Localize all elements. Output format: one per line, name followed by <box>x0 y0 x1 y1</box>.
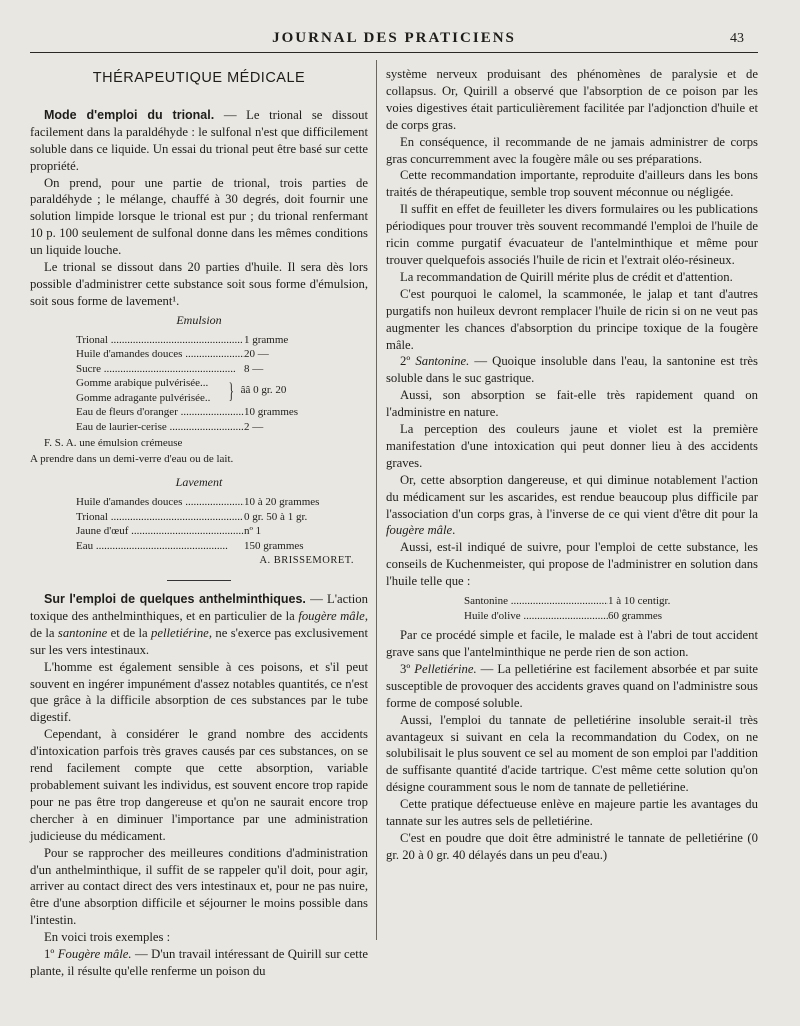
right-paragraph-5: La recommandation de Quirill mérite plus de crédit et d'attention. <box>400 269 733 284</box>
quantity: 60 grammes <box>608 609 663 622</box>
recipe-row <box>76 333 368 348</box>
anthel-paragraph-6 <box>30 946 368 980</box>
recipe-row <box>76 362 368 377</box>
quantity: 20 — <box>244 348 269 361</box>
quantity: 150 grammes <box>244 539 304 552</box>
right-paragraph-15: Cette pratique défectueuse enlève en majeure partie les avantages du tannate sur les autres sels de pelletiérine. <box>386 797 758 829</box>
page-number: 43 <box>730 31 744 46</box>
right-paragraph-2: En conséquence, il recommande de ne jamais administrer de corps gras concurremment avec la fougère mâle ou ses préparations. <box>386 134 758 166</box>
ingredient: Gomme arabique pulvérisée... <box>76 377 209 390</box>
anthel-heading: Sur l'emploi de quelques anthelminthiques. <box>44 592 306 606</box>
section-title: THÉRAPEUTIQUE MÉDICALE <box>92 70 306 86</box>
anthel-paragraph-5: En voici trois exemples : <box>44 930 171 945</box>
quantity: nº 1 <box>244 525 262 538</box>
author-signature: A. BRISSEMORET. <box>259 555 354 567</box>
right-paragraph-9: La perception des couleurs jaune et violet est la première manifestation d'une intoxication qui peut donner lieu à des accidents graves. <box>386 422 758 470</box>
brace-icon: } <box>228 377 234 403</box>
ingredient: Huile d'amandes douces ..... <box>76 495 244 510</box>
right-paragraph-16: C'est en poudre que doit être administré le tannate de pelletiérine (0 gr. 20 à 0 gr. 40 délayés dans un peu d'eau.) <box>386 830 758 862</box>
item-text: — Quoique insoluble dans l'eau, la santonine est très soluble dans le suc gastrique. <box>386 354 758 386</box>
right-paragraph-12: Par ce procédé simple et facile, le malade est à l'abri de tout accident grave sans que l'antelminthique ne perde rien de son action. <box>386 628 758 659</box>
quantity: 0 gr. 50 à 1 gr. <box>244 510 308 523</box>
quantity: 10 à 20 grammes <box>244 496 320 509</box>
journal-title: JOURNAL DES PRATICIENS <box>272 30 516 46</box>
item-title: Santonine. <box>415 354 470 369</box>
trional-p1-text: — Le trional se dissout facilement dans la paraldéhyde : le sulfonal n'est que difficilement soluble dans ce liquide. Un essai du trional peut être basé sur cette propriété. <box>30 107 368 173</box>
item-text: — La pelletiérine est facilement absorbée et par suite susceptible de provoquer des accidents graves quand on l'administre sous forme de composé soluble. <box>386 661 758 710</box>
quantity: 2 — <box>244 420 264 433</box>
item-number: 1º <box>44 947 58 962</box>
recipe-row <box>76 539 368 554</box>
item-title: Pelletiérine. <box>414 661 477 676</box>
ingredient: Gomme adragante pulvérisée.. <box>76 391 211 404</box>
item-number: 3º <box>400 661 415 676</box>
quantity: 1 à 10 centigr. <box>608 595 671 608</box>
right-column <box>386 66 758 864</box>
right-paragraph-10 <box>386 472 758 540</box>
lavement-recipe <box>76 495 368 553</box>
anthel-p1-fougere: fougère mâle <box>298 608 365 623</box>
trional-paragraph-3: Le trional se dissout dans 20 parties d'huile. Il sera dès lors possible d'administrer cette substance soit sous forme d'émulsion, soit sous forme de lavement¹. <box>30 260 368 308</box>
right-paragraph-6: C'est pourquoi le calomel, la scammonée, le jalap et tant d'autres purgatifs non huileux devront remplacer l'huile de ricin si on ne veut pas augmenter les chances d'absorption du principe toxique de la fougère mâle. <box>386 286 758 352</box>
anthel-p1-text: , ne s'exerce pas exclusivement sur les vers intestinaux. <box>30 625 368 657</box>
anthel-paragraph-1 <box>30 591 368 659</box>
santonine-formula <box>464 594 758 623</box>
anthel-paragraph-2: L'homme est également sensible à ces poisons, et s'il peut souvent en ingérer impunément d'assez notables quantités, ce n'est que grâce à la difficile absorption de ces substances par le tube digestif. <box>30 659 368 725</box>
paragraph-italic: fougère mâle <box>386 523 453 538</box>
ingredient: Eau de fleurs d'oranger ..... <box>76 405 244 420</box>
recipe-row <box>76 524 368 539</box>
right-paragraph-13 <box>386 661 758 712</box>
ingredient: Trional ..... <box>76 510 244 525</box>
trional-paragraph-2: On prend, pour une partie de trional, trois parties de paraldéhyde ; le mélange, chauffé à 30 degrés, doit fournir une solution limpide lorsque le trional est pur ; du trional renfermant 10 p. 100 seulement de sulfonal donne dans les mêmes conditions un liquide louche. <box>30 175 368 258</box>
right-paragraph-3: Cette recommandation importante, reproduite d'ailleurs dans les bons traités de thérapeutique, semble trop souvent méconnue ou négligée. <box>386 168 758 200</box>
recipe-row <box>76 347 368 362</box>
anthel-p1-text: — L'action toxique des anthelminthiques, et en particulier de la <box>30 592 368 623</box>
recipe-row <box>76 405 368 420</box>
brace-ingredients <box>76 376 226 405</box>
trional-heading: Mode d'emploi du trional. <box>44 107 215 122</box>
ingredient: Sucre ..... <box>76 362 244 377</box>
emulsion-title: Emulsion <box>176 312 222 327</box>
ingredient: Jaune d'œuf ..... <box>76 524 244 539</box>
quantity: 1 gramme <box>244 333 289 346</box>
column-divider <box>376 60 377 940</box>
right-paragraph-8: Aussi, son absorption se fait-elle très rapidement quand on l'administre en nature. <box>386 388 758 420</box>
anthel-p1-pelletierine: pelletiérine <box>151 625 209 640</box>
lavement-title: Lavement <box>175 475 223 490</box>
item-title: Fougère mâle. <box>57 947 132 962</box>
section-separator <box>167 580 231 581</box>
ingredient: Santonine ..... <box>464 594 608 609</box>
emulsion-recipe <box>76 333 368 435</box>
ingredient: Trional ..... <box>76 333 244 348</box>
quantity: ââ 0 gr. 20 <box>240 384 287 397</box>
anthel-p1-text: , de la <box>30 608 368 640</box>
right-paragraph-11: Aussi, est-il indiqué de suivre, pour l'emploi de cette substance, les conseils de Kuchenmeister, qui propose de l'administrer en solution dans l'huile telle que : <box>386 540 758 589</box>
recipe-row <box>76 510 368 525</box>
right-paragraph-14: Aussi, l'emploi du tannate de pelletiérine insoluble serait-il très avantageux si suivant en cela la recommandation du Codex, on ne solubilisait le plus souvent ce sel au moment de son emploi par l'addition de suffisante quantité d'acide tartrique. C'est même cette solution qu'on désigne couramment sous le nom de tannate de pelletiérine. <box>386 712 758 795</box>
paragraph-text: Or, cette absorption dangereuse, et qui diminue notablement l'action du médicament sur les ascarides, est rendue beaucoup plus difficile par l'association d'un corps gras, à l'inverse de ce qui vient d'être dit pour la <box>386 472 758 521</box>
right-paragraph-7 <box>386 353 758 387</box>
recipe-brace-row <box>76 376 368 405</box>
quantity: 8 — <box>244 362 264 375</box>
trional-paragraph-1 <box>30 107 368 175</box>
item-number: 2º <box>400 354 416 369</box>
anthel-paragraph-4: Pour se rapprocher des meilleures conditions d'administration d'un anthelminthique, il suffit de se rappeler qu'il doit, pour agir, arriver au contact direct des vers intestinaux et, pour ne pas nuire, être d'une absorption difficile et séjourner le moins possible dans l'intestin. <box>30 845 368 928</box>
anthel-p1-text: et de la <box>107 625 152 640</box>
running-header <box>30 28 758 53</box>
paragraph-text: . <box>452 523 456 538</box>
anthel-paragraph-3: Cependant, à considérer le grand nombre des accidents d'intoxication parfois très graves causés par ces substances, on se rend facilement compte que cette absorption, variable probablement suivant les individus, est souvent encore trop rapide pour ne pas être trop dangereuse et qu'on ne saurait encore trop chercher à en diminuer l'importance par une administration judicieuse du médicament. <box>30 727 368 843</box>
item-text: — D'un travail intéressant de Quirill sur cette plante, il résulte qu'elle renferme un poison du <box>30 947 368 978</box>
right-paragraph-4: Il suffit en effet de feuilleter les divers formulaires ou les publications périodiques pour trouver très souvent recommandé l'emploi de l'huile de ricin comme purgatif évacuateur de l'antelminthique et même pour trouver quelquefois associés l'huile de ricin et l'extrait oléo-résineux. <box>386 202 758 267</box>
ingredient: Huile d'olive ..... <box>464 609 608 624</box>
right-paragraph-1: système nerveux produisant des phénomènes de paralysie et de collapsus. Or, Quirill a observé que l'absorption de ce poison par les voies digestives était particulièrement facilitée par l'adjonction d'huile et de corps gras. <box>386 67 758 132</box>
dosage-note: A prendre dans un demi-verre d'eau ou de lait. <box>30 453 234 466</box>
recipe-row <box>464 594 758 609</box>
fsa-note: F. S. A. une émulsion crémeuse <box>44 437 183 450</box>
ingredient: Huile d'amandes douces ..... <box>76 347 244 362</box>
recipe-row <box>76 495 368 510</box>
left-column <box>30 66 368 980</box>
recipe-row <box>464 609 758 624</box>
ingredient: Eau ..... <box>76 539 244 554</box>
ingredient: Eau de laurier-cerise ..... <box>76 420 244 435</box>
anthel-p1-santonine: santonine <box>57 625 108 640</box>
recipe-row <box>76 420 368 435</box>
quantity: 10 grammes <box>244 406 299 419</box>
